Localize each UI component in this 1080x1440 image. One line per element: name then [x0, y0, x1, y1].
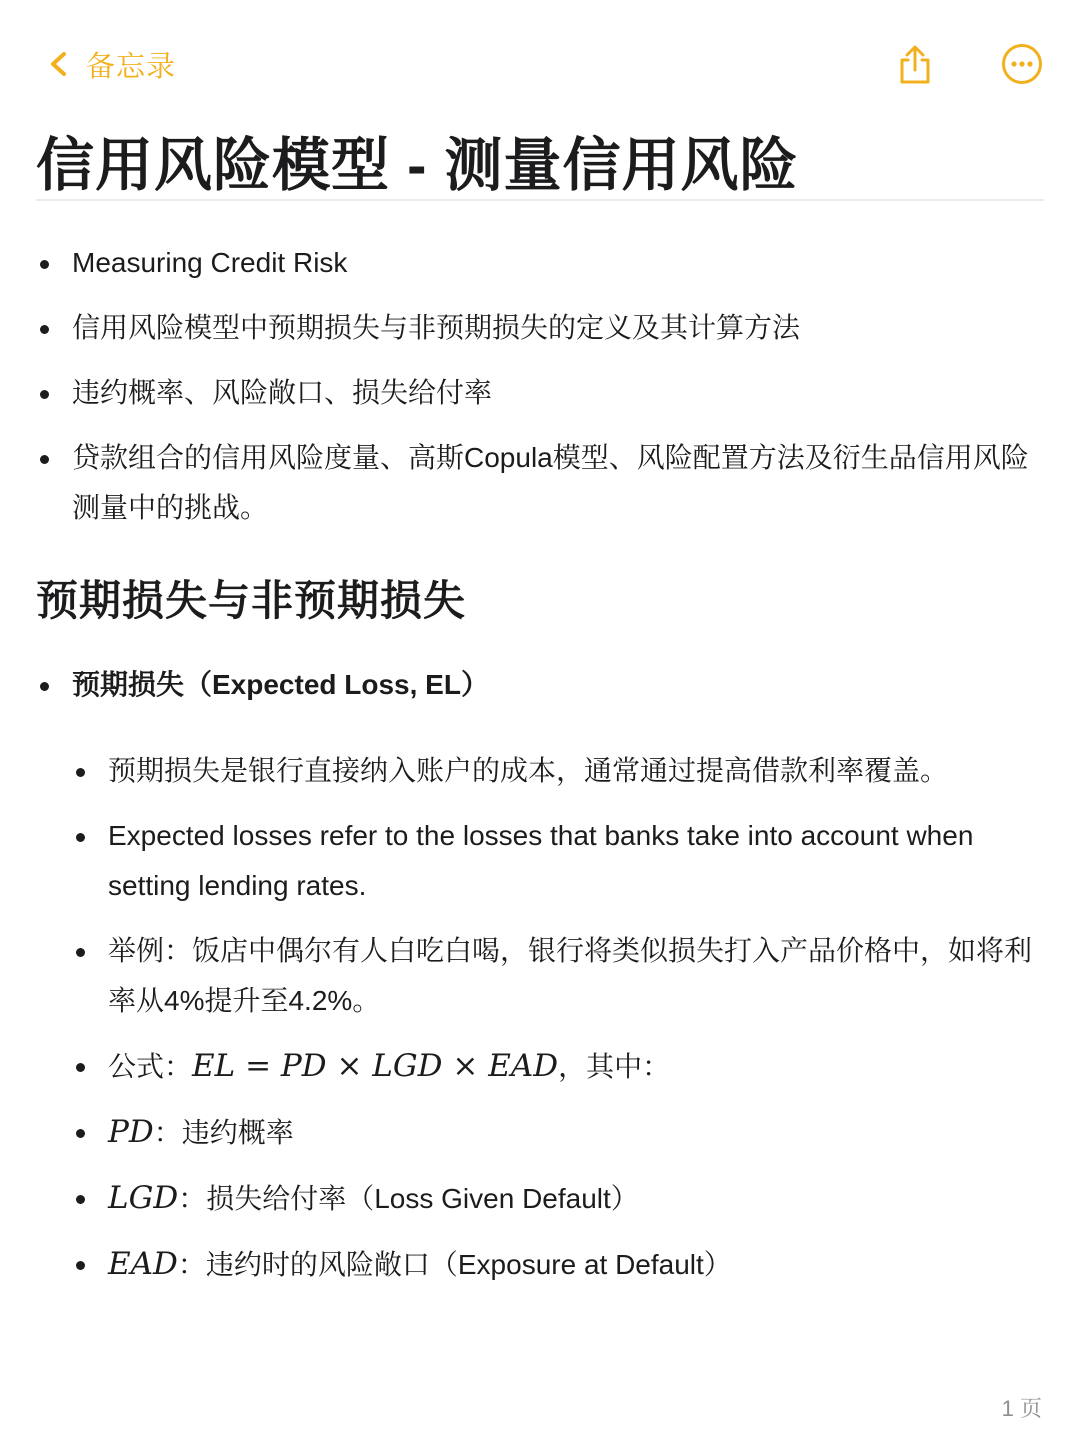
formula-suffix: ，其中： — [558, 1051, 671, 1082]
list-item[interactable] — [36, 368, 1036, 418]
list-item[interactable] — [72, 926, 1032, 1026]
bullet-icon — [76, 1063, 85, 1072]
ead-description: ：违约时的风险敞口（Exposure at Default） — [177, 1249, 732, 1280]
list-item[interactable] — [36, 303, 1036, 353]
formula-prefix: 公式： — [108, 1051, 193, 1082]
pd-symbol: PD — [108, 1114, 154, 1150]
more-icon — [1000, 42, 1044, 86]
list-item-text: 预期损失是银行直接纳入账户的成本，通常通过提高借款利率覆盖。 — [108, 755, 949, 786]
ead-item[interactable] — [72, 1239, 1032, 1290]
el-heading-list — [36, 660, 1036, 710]
more-button[interactable] — [998, 38, 1046, 90]
pd-description: ：违约概率 — [153, 1117, 294, 1148]
el-heading-item[interactable] — [36, 660, 1036, 710]
lgd-item[interactable] — [72, 1173, 1032, 1224]
intro-list — [36, 238, 1036, 548]
formula-math: EL = PD × LGD × EAD — [192, 1048, 559, 1084]
bullet-icon — [76, 1129, 85, 1138]
back-button[interactable] — [44, 38, 176, 90]
list-item[interactable] — [36, 238, 1036, 288]
pd-item[interactable] — [72, 1107, 1032, 1158]
page-count: 1 页 — [1001, 1396, 1042, 1421]
chevron-left-icon — [44, 46, 74, 82]
formula-item[interactable] — [72, 1041, 1032, 1092]
list-item-text: 违约概率、风险敞口、损失给付率 — [72, 377, 493, 408]
note-title[interactable]: 信用风险模型 - 测量信用风险 — [36, 133, 799, 198]
list-item-text: Measuring Credit Risk — [72, 247, 348, 278]
el-detail-list — [72, 746, 1032, 1305]
share-icon — [895, 42, 935, 86]
el-heading-text: 预期损失（Expected Loss, EL） — [72, 669, 489, 700]
bullet-icon — [40, 682, 49, 691]
list-item[interactable] — [72, 811, 1032, 911]
bullet-icon — [76, 768, 85, 777]
list-item-text: Expected losses refer to the losses that banks take into account when setting lending rates. — [108, 820, 974, 901]
lgd-description: ：损失给付率（Loss Given Default） — [178, 1183, 639, 1214]
bullet-icon — [40, 260, 49, 269]
bullet-icon — [40, 325, 49, 334]
list-item-text: 贷款组合的信用风险度量、高斯Copula模型、风险配置方法及衍生品信用风险测量中的挑战。 — [72, 442, 1029, 523]
section-heading[interactable]: 预期损失与非预期损失 — [36, 577, 467, 624]
list-item[interactable] — [36, 433, 1036, 533]
title-divider — [36, 199, 1044, 201]
list-item[interactable] — [72, 746, 1032, 796]
list-item-text: 信用风险模型中预期损失与非预期损失的定义及其计算方法 — [72, 312, 801, 343]
share-button[interactable] — [891, 38, 939, 90]
bullet-icon — [40, 390, 49, 399]
list-item-text: 举例：饭店中偶尔有人白吃白喝，银行将类似损失打入产品价格中，如将利率从4%提升至4.2%。 — [108, 935, 1033, 1016]
bullet-icon — [76, 833, 85, 842]
bullet-icon — [76, 948, 85, 957]
back-label: 备忘录 — [86, 50, 177, 83]
bullet-icon — [76, 1195, 85, 1204]
bullet-icon — [40, 455, 49, 464]
lgd-symbol: LGD — [108, 1180, 179, 1216]
navigation-bar — [0, 38, 1080, 90]
bullet-icon — [76, 1261, 85, 1270]
ead-symbol: EAD — [108, 1246, 178, 1282]
